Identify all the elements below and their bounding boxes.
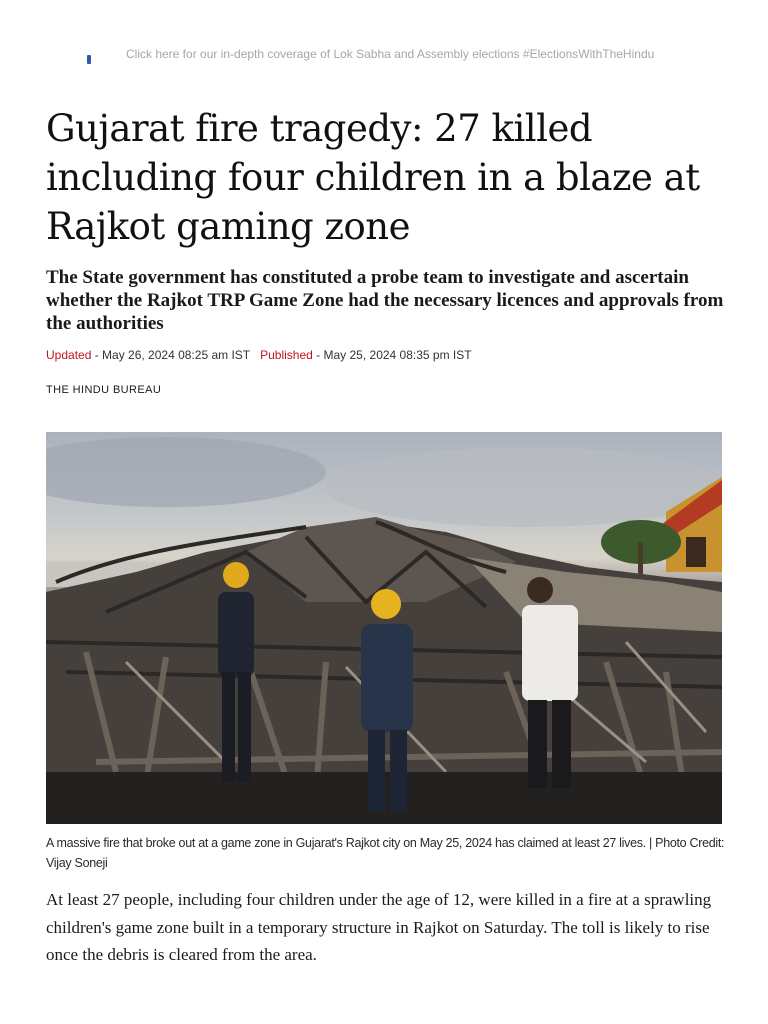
elections-icon <box>87 55 91 64</box>
article-dates <box>46 348 472 362</box>
article-body-paragraph: At least 27 people, including four children under the age of 12, were killed in a fire at a sprawling children's game zone built in a temporary structure in Rajkot on Saturday. The toll is likely to rise once the debris is cleared from the area. <box>46 890 712 964</box>
article-subhead: The State government has constituted a probe team to investigate and ascertain whether the Rajkot TRP Game Zone had the necessary licences and approvals from the authorities <box>46 267 724 334</box>
elections-banner[interactable] <box>0 40 768 70</box>
article-photo <box>46 432 722 824</box>
article-headline: Gujarat fire tragedy: 27 killed including four children in a blaze at Rajkot gaming zone <box>46 107 700 248</box>
fire-debris-illustration <box>46 432 722 824</box>
updated-date: - May 26, 2024 08:25 am IST <box>91 348 251 362</box>
author-byline[interactable]: THE HINDU BUREAU <box>46 384 162 396</box>
elections-coverage-link[interactable]: Click here for our in-depth coverage of Lok Sabha and Assembly elections #ElectionsWithTheHindu <box>126 47 655 61</box>
updated-label: Updated <box>46 348 92 362</box>
published-date: - May 25, 2024 08:35 pm IST <box>312 348 472 362</box>
published-label: Published <box>260 348 313 362</box>
photo-caption: A massive fire that broke out at a game zone in Gujarat's Rajkot city on May 25, 2024 has claimed at least 27 lives. | Photo Credit: Vijay Soneji <box>46 836 725 870</box>
